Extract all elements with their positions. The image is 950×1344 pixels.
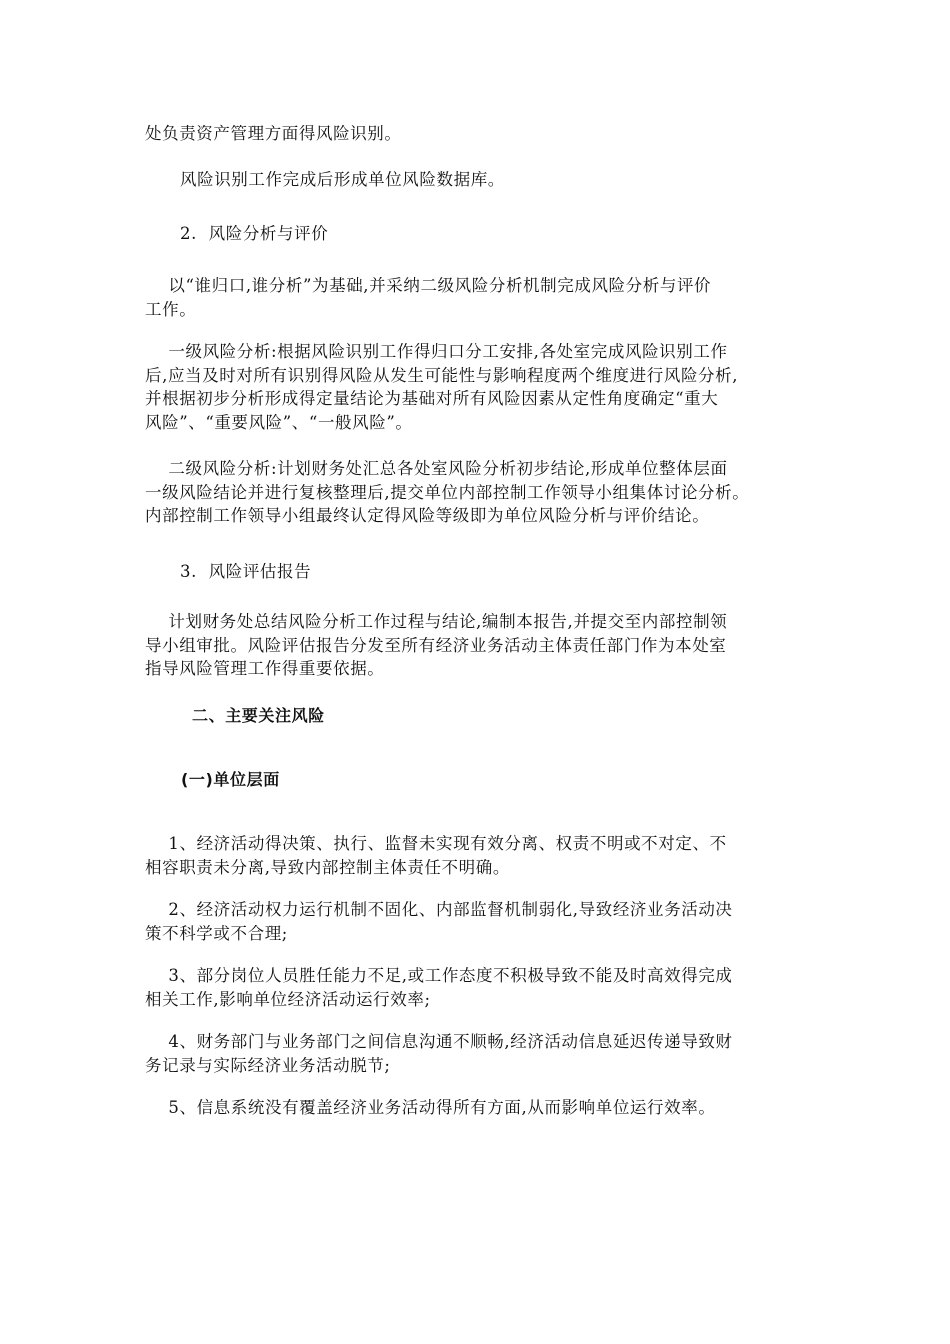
heading-text: (一)单位层面 [181, 770, 280, 789]
heading-text: 3. 风险评估报告 [180, 562, 312, 581]
risk-item-1 [145, 832, 813, 879]
text-line: 5、信息系统没有覆盖经济业务活动得所有方面,从而影响单位运行效率。 [145, 1098, 716, 1117]
heading-text: 2. 风险分析与评价 [180, 224, 329, 243]
text-line: 相关工作,影响单位经济活动运行效率; [145, 989, 431, 1009]
text-line: 计划财务处总结风险分析工作过程与结论,编制本报告,并提交至内部控制领 [145, 612, 728, 631]
paragraph-report-description [145, 610, 813, 681]
risk-item-5 [145, 1096, 813, 1120]
heading-text: 二、主要关注风险 [192, 706, 325, 725]
text-line: 以“谁归口,谁分析”为基础,并采纳二级风险分析机制完成风险分析与评价 [145, 276, 712, 295]
subsection-heading-unit-level [181, 768, 849, 792]
text-line: 内部控制工作领导小组最终认定得风险等级即为单位风险分析与评价结论。 [145, 506, 710, 525]
heading-risk-report [145, 560, 813, 584]
text-line: 一级风险分析:根据风险识别工作得归口分工安排,各处室完成风险识别工作 [145, 342, 728, 361]
text-line: 风险”、“重要风险”、“一般风险”。 [145, 412, 413, 432]
text-line: 处负责资产管理方面得风险识别。 [145, 124, 402, 143]
risk-item-4 [145, 1030, 813, 1077]
text-line: 并根据初步分析形成得定量结论为基础对所有风险因素从定性角度确定“重大 [145, 389, 719, 408]
paragraph-continuation [145, 122, 813, 146]
paragraph-risk-database [145, 168, 813, 192]
text-line: 3、部分岗位人员胜任能力不足,或工作态度不积极导致不能及时高效得完成 [145, 966, 733, 985]
text-line: 指导风险管理工作得重要依据。 [145, 659, 385, 678]
text-line: 2、经济活动权力运行机制不固化、内部监督机制弱化,导致经济业务活动决 [145, 900, 733, 919]
text-line: 二级风险分析:计划财务处汇总各处室风险分析初步结论,形成单位整体层面 [145, 459, 728, 478]
paragraph-first-level-analysis [145, 340, 813, 434]
text-line: 导小组审批。风险评估报告分发至所有经济业务活动主体责任部门作为本处室 [145, 635, 727, 655]
text-line: 策不科学或不合理; [145, 923, 288, 943]
text-line: 相容职责未分离,导致内部控制主体责任不明确。 [145, 857, 510, 877]
text-line: 后,应当及时对所有识别得风险从发生可能性与影响程度两个维度进行风险分析, [145, 365, 739, 385]
text-line: 风险识别工作完成后形成单位风险数据库。 [180, 170, 505, 189]
risk-item-2 [145, 898, 813, 945]
text-line: 一级风险结论并进行复核整理后,提交单位内部控制工作领导小组集体讨论分析。 [145, 482, 750, 502]
paragraph-second-level-analysis [145, 457, 813, 528]
text-line: 4、财务部门与业务部门之间信息沟通不顺畅,经济活动信息延迟传递导致财 [145, 1032, 733, 1051]
text-line: 工作。 [145, 299, 197, 319]
heading-risk-analysis [145, 222, 813, 246]
risk-item-3 [145, 964, 813, 1011]
text-line: 务记录与实际经济业务活动脱节; [145, 1055, 391, 1075]
text-line: 1、经济活动得决策、执行、监督未实现有效分离、权责不明或不对定、不 [145, 834, 727, 853]
paragraph-analysis-basis [145, 274, 813, 321]
section-heading-main-risks [192, 704, 860, 728]
